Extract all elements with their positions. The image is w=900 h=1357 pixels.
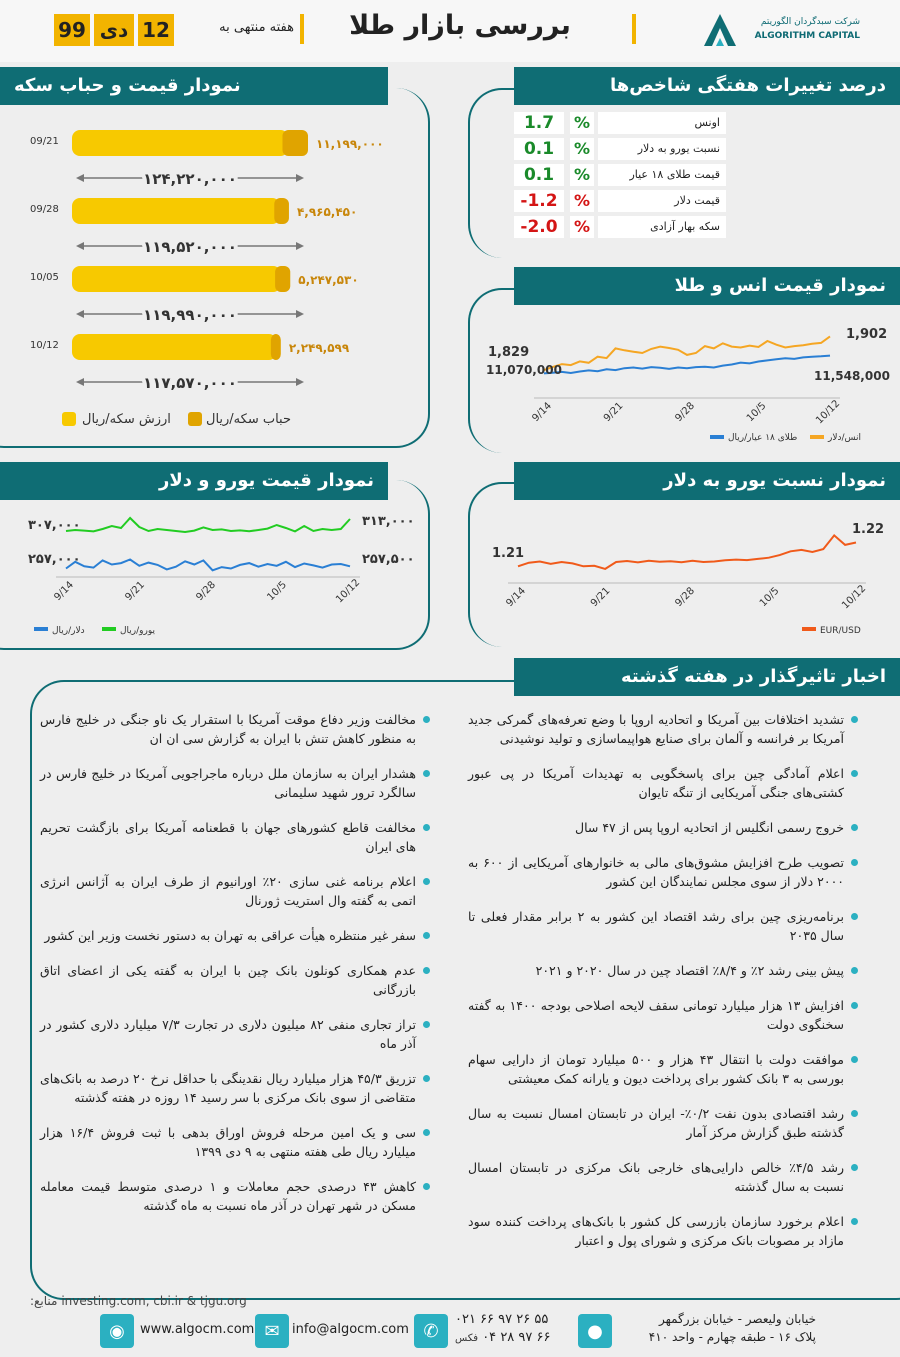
index-row (514, 138, 720, 162)
email-link[interactable]: info@algocm.com (292, 1322, 409, 1337)
news-item: مخالفت قاطع کشورهای جهان با قطعنامه آمریکا برای بازگشت تحریم های ایران (40, 818, 430, 856)
euro-start-label: ۳۰۷,۰۰۰ (28, 518, 81, 533)
news-item: اعلام برنامه غنی سازی ۲۰٪ اورانیوم از طرف ایران به آژانس انرژی اتمی به گفته وال استریت ژورنال (40, 872, 430, 910)
arrow-left-icon (76, 378, 84, 386)
legend-gold-label: طلای ۱۸ عیار/ریال (728, 433, 798, 443)
legend-eurusd-label: EUR/USD (820, 626, 861, 636)
euro-dollar-chart (10, 505, 420, 645)
ounce-chart-title: نمودار قیمت انس و طلا (514, 267, 900, 305)
year-box: 99 (54, 14, 90, 46)
page-title: بررسی بازار طلا (349, 10, 571, 41)
legend-bubble-label: حباب سکه/ریال (206, 412, 292, 427)
header-divider-right (632, 14, 636, 44)
news-item: هشدار ایران به سازمان ملل درباره ماجراجویی آمریکا در خلیج فارس در سالگرد ترور شهید سلیمانی (40, 764, 430, 802)
fax-line (455, 1330, 551, 1345)
eurusd-end-label: 1.22 (852, 522, 885, 537)
news-item: عدم همکاری کونلون بانک چین با ایران به گفته یکی از اعضای اتاق بازرگانی (40, 961, 430, 999)
eurusd-chart-title: نمودار نسبت یورو به دلار (514, 462, 900, 500)
news-item: رشد ۴/۵٪ خالص دارایی‌های خارجی بانک مرکزی در تابستان امسال نسبت به سال گذشته (468, 1158, 858, 1196)
index-percent: % (570, 216, 594, 238)
phone-number: ۰۲۱ ۶۶ ۹۷ ۲۶ ۵۵ (455, 1312, 549, 1327)
news-column-left (40, 710, 430, 1231)
x-tick-label: 9/14 (530, 400, 555, 425)
coin-price-label: ۱۱۹,۵۲۰,۰۰۰ (143, 238, 237, 256)
news-item: تشدید اختلافات بین آمریکا و اتحادیه اروپا با وضع تعرفه‌های گمرکی جدید آمریکا بر فرانسه و آلمان برای صنایع هواپیماسازی و تولید نوشیدنی (468, 710, 858, 748)
eurusd-chart-svg (480, 505, 890, 645)
address-line-1: خیابان ولیعصر - خیابان بزرگمهر (658, 1312, 816, 1326)
coin-price-label: ۱۲۴,۲۲۰,۰۰۰ (143, 170, 237, 188)
legend-ounce-swatch (810, 435, 824, 439)
index-percent: % (570, 138, 594, 160)
legend-value-swatch (62, 412, 76, 426)
address-line-2: پلاک ۱۶ - طبقه چهارم - واحد ۴۱۰ (648, 1330, 816, 1344)
coin-bubble-bar (274, 198, 289, 224)
series-line (66, 560, 350, 571)
x-tick-label: 9/21 (123, 579, 148, 604)
x-tick-label: 9/14 (504, 585, 529, 610)
arrow-left-icon (76, 174, 84, 182)
news-item: موافقت دولت با انتقال ۴۳ هزار و ۵۰۰ میلیارد تومان از دارایی سهام بورسی به ۳ بانک کشور برای پرداخت دیون و یارانه کمک معیشتی (468, 1050, 858, 1088)
dollar-end-label: ۲۵۷,۵۰۰ (362, 552, 415, 567)
ounce-chart-svg (480, 310, 890, 450)
series-line (66, 518, 350, 532)
x-tick-label: 10/12 (840, 583, 869, 612)
x-tick-label: 9/28 (194, 579, 219, 604)
legend-eurusd-swatch (802, 627, 816, 631)
company-name: شرکت سبدگردان الگوریتم (760, 17, 860, 27)
index-label: سکه بهار آزادی (598, 216, 726, 238)
website-link[interactable]: www.algocm.com (140, 1322, 255, 1337)
ounce-end-label: 1,902 (846, 327, 888, 342)
news-item: تراز تجاری منفی ۸۲ میلیون دلاری در تجارت ۷/۳ میلیارد دلاری کشور در آذر ماه (40, 1015, 430, 1053)
x-tick-label: 10/12 (814, 398, 843, 427)
series-line (544, 336, 830, 370)
coin-value-bar (72, 266, 281, 292)
news-item: سفر غیر منتظره هیأت عراقی به تهران به دستور نخست وزیر این کشور (40, 926, 430, 945)
news-item: پیش بینی رشد ۲٪ و ۸/۴٪ اقتصاد چین در سال ۲۰۲۰ و ۲۰۲۱ (468, 961, 858, 980)
news-item: رشد اقتصادی بدون نفت ۰/۲٪- ایران در تابستان امسال نسبت به سال گذشته طبق گزارش مرکز آمار (468, 1104, 858, 1142)
location-icon: ● (578, 1314, 612, 1348)
index-label: اونس (598, 112, 726, 134)
x-tick-label: 9/21 (588, 585, 613, 610)
arrow-left-icon (76, 242, 84, 250)
legend-value-label: ارزش سکه/ریال (82, 412, 171, 427)
coin-value-bar (72, 334, 277, 360)
fax-label: فکس (455, 1333, 479, 1344)
news-item: مخالفت وزیر دفاع موقت آمریکا با استقرار یک ناو جنگی در خلیج فارس به منظور کاهش تنش با ایران به گزارش سی ان ان (40, 710, 430, 748)
x-tick-label: 10/5 (744, 400, 769, 425)
legend-ounce-label: انس/دلار (828, 433, 861, 443)
indices-table (514, 112, 728, 242)
arrow-right-icon (296, 310, 304, 318)
index-percent: % (570, 112, 594, 134)
eurusd-start-label: 1.21 (492, 546, 525, 561)
news-item: تصویب طرح افزایش مشوق‌های مالی به خانوارهای آمریکایی از ۶۰۰ به ۲۰۰۰ دلار از سوی مجلس نمایندگان این کشور (468, 853, 858, 891)
sources-line (30, 1294, 247, 1308)
index-value: 1.7 (514, 112, 564, 134)
arrow-right-icon (296, 378, 304, 386)
legend-euro-swatch (102, 627, 116, 631)
indices-title: درصد تغییرات هفتگی شاخص‌ها (514, 67, 900, 105)
news-item: اعلام آمادگی چین برای پاسخگویی به تهدیدات آمریکا در پی عبور کشتی‌های جنگی آمریکایی از تنگه تایوان (468, 764, 858, 802)
coin-row-date: 09/21 (30, 136, 59, 147)
index-label: قیمت دلار (598, 190, 726, 212)
coin-bubble-label: ۲,۲۴۹,۵۹۹ (288, 341, 350, 355)
sources-label: منابع: (30, 1294, 58, 1308)
legend-bubble-swatch (188, 412, 202, 426)
legend-gold-swatch (710, 435, 724, 439)
fax-number: ۶۶ ۹۷ ۲۸ ۰۴ (482, 1330, 551, 1345)
x-tick-label: 10/5 (757, 585, 782, 610)
euro-end-label: ۳۱۳,۰۰۰ (362, 514, 415, 529)
index-row (514, 216, 720, 240)
coin-chart-title: نمودار قیمت و حباب سکه (0, 67, 388, 105)
euro-dollar-chart-title: نمودار قیمت یورو و دلار (0, 462, 388, 500)
index-percent: % (570, 190, 594, 212)
legend-dollar-label: دلار/ریال (52, 626, 85, 636)
x-tick-label: 10/12 (334, 577, 363, 606)
mail-icon: ✉ (255, 1314, 289, 1348)
index-value: -1.2 (514, 190, 564, 212)
news-title: اخبار تاثیرگذار در هفته گذشته (514, 658, 900, 696)
ounce-start-label: 1,829 (488, 345, 530, 360)
series-line (518, 535, 856, 569)
coin-bubble-bar (282, 130, 308, 156)
news-item: برنامه‌ریزی چین برای رشد اقتصاد این کشور به ۲ برابر مقدار فعلی تا سال ۲۰۳۵ (468, 907, 858, 945)
gold-start-label: 11,070,000 (486, 363, 562, 377)
coin-bubble-label: ۵,۲۴۷,۵۳۰ (298, 273, 359, 287)
web-icon: ◉ (100, 1314, 134, 1348)
x-tick-label: 10/5 (265, 579, 290, 604)
arrow-right-icon (296, 242, 304, 250)
company-name-en: ALGORITHM CAPITAL (754, 31, 860, 41)
news-column-right (468, 710, 858, 1266)
index-value: -2.0 (514, 216, 564, 238)
coin-chart (0, 110, 420, 450)
news-item: کاهش ۴۳ درصدی حجم معاملات و ۱ درصدی متوسط قیمت معامله مسکن در شهر تهران در آذر ماه نسبت به ماه گذشته (40, 1177, 430, 1215)
gold-end-label: 11,548,000 (814, 369, 890, 383)
news-item: تزریق ۴۵/۳ هزار میلیارد ریال نقدینگی با حداقل نرخ ۲۰ درصد به بانک‌های متقاضی از سوی بانک مرکزی با سر رسید ۱۴ روزه در هفته گذشته (40, 1069, 430, 1107)
index-value: 0.1 (514, 138, 564, 160)
news-item: اعلام برخورد سازمان بازرسی کل کشور با بانک‌های پرداخت کننده سود مازاد بر مصوبات بانک مرکزی و شورای پول و اعتبار (468, 1212, 858, 1250)
news-item: سی و یک امین مرحله فروش اوراق بدهی با ثبت فروش ۱۶/۴ هزار میلیارد ریال طی هفته منتهی به ۹ دی ۱۳۹۹ (40, 1123, 430, 1161)
legend-dollar-swatch (34, 627, 48, 631)
coin-price-label: ۱۱۷,۵۷۰,۰۰۰ (143, 374, 237, 392)
index-row (514, 164, 720, 188)
arrow-left-icon (76, 310, 84, 318)
x-tick-label: 9/28 (673, 400, 698, 425)
coin-row-date: 09/28 (30, 204, 59, 215)
coin-row-date: 10/12 (30, 340, 59, 351)
index-row (514, 190, 720, 214)
index-row (514, 112, 720, 136)
x-tick-label: 9/21 (601, 400, 626, 425)
dollar-start-label: ۲۵۷,۰۰۰ (28, 552, 81, 567)
index-label: قیمت طلای ۱۸ عیار (598, 164, 726, 186)
euro-dollar-chart-svg (10, 505, 420, 645)
header-divider-left (300, 14, 304, 44)
arrow-right-icon (296, 174, 304, 182)
coin-bubble-label: ۴,۹۶۵,۴۵۰ (296, 205, 358, 219)
month-box: دی (94, 14, 134, 46)
eurusd-chart (480, 505, 890, 645)
coin-value-bar (72, 130, 288, 156)
company-logo-icon (700, 10, 740, 50)
coin-row-date: 10/05 (30, 272, 59, 283)
index-label: نسبت یورو به دلار (598, 138, 726, 160)
series-line (544, 356, 830, 374)
coin-value-bar (72, 198, 280, 224)
coin-bubble-label: ۱۱,۱۹۹,۰۰۰ (316, 137, 384, 151)
coin-bubble-bar (275, 266, 290, 292)
week-label: هفته منتهی به (219, 20, 294, 35)
x-tick-label: 9/28 (673, 585, 698, 610)
coin-chart-svg (0, 110, 420, 450)
day-box: 12 (138, 14, 174, 46)
sources-value: investing.com, cbi.ir & tjgu.org (61, 1294, 247, 1308)
x-tick-label: 9/14 (52, 579, 77, 604)
news-item: افزایش ۱۳ هزار میلیارد تومانی سقف لایحه اصلاحی بودجه ۱۴۰۰ به گفته سخنگوی دولت (468, 996, 858, 1034)
index-value: 0.1 (514, 164, 564, 186)
ounce-chart (480, 310, 890, 450)
legend-euro-label: یورو/ریال (120, 626, 156, 636)
phone-icon: ✆ (414, 1314, 448, 1348)
coin-bubble-bar (271, 334, 281, 360)
coin-price-label: ۱۱۹,۹۹۰,۰۰۰ (143, 306, 237, 324)
index-percent: % (570, 164, 594, 186)
news-item: خروج رسمی انگلیس از اتحادیه اروپا پس از ۴۷ سال (468, 818, 858, 837)
